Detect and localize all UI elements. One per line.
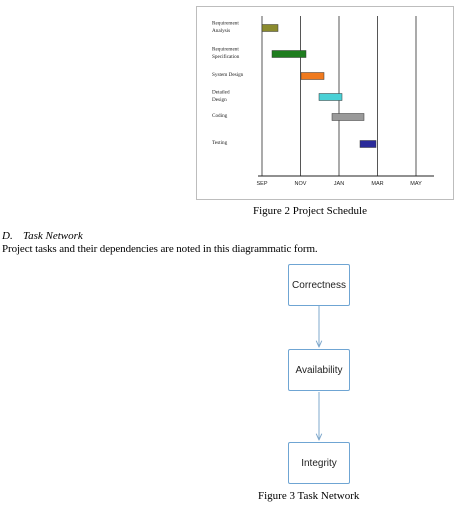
task-label-3: System Design: [212, 72, 244, 78]
task-label-6: Testing: [212, 140, 228, 146]
node-availability: [288, 349, 350, 391]
tick-label-nov: NOV: [294, 181, 307, 187]
section-title: Task Network: [23, 230, 83, 242]
tick-label-jan: JAN: [333, 181, 345, 187]
node-integrity-label: Integrity: [301, 457, 337, 469]
tick-label-mar: MAR: [371, 181, 384, 187]
figure2-caption: Figure 2 Project Schedule: [253, 205, 367, 217]
tick-label-sep: SEP: [256, 181, 268, 187]
node-integrity: [288, 442, 350, 484]
task-label-2: Requirement Specification: [212, 46, 240, 60]
node-availability-label: Availability: [295, 364, 343, 376]
figure3-caption: Figure 3 Task Network: [258, 490, 360, 502]
node-correctness-label: Correctness: [292, 279, 346, 291]
section-number: D.: [2, 230, 13, 242]
node-correctness: [288, 264, 350, 306]
task-label-4: Detailed Design: [212, 89, 230, 103]
tick-label-may: MAY: [410, 181, 422, 187]
task-label-1: Requirement Analysis: [212, 20, 239, 34]
task-label-5: Coding: [212, 113, 228, 119]
section-body-text: Project tasks and their dependencies are noted in this diagrammatic form.: [2, 243, 318, 255]
